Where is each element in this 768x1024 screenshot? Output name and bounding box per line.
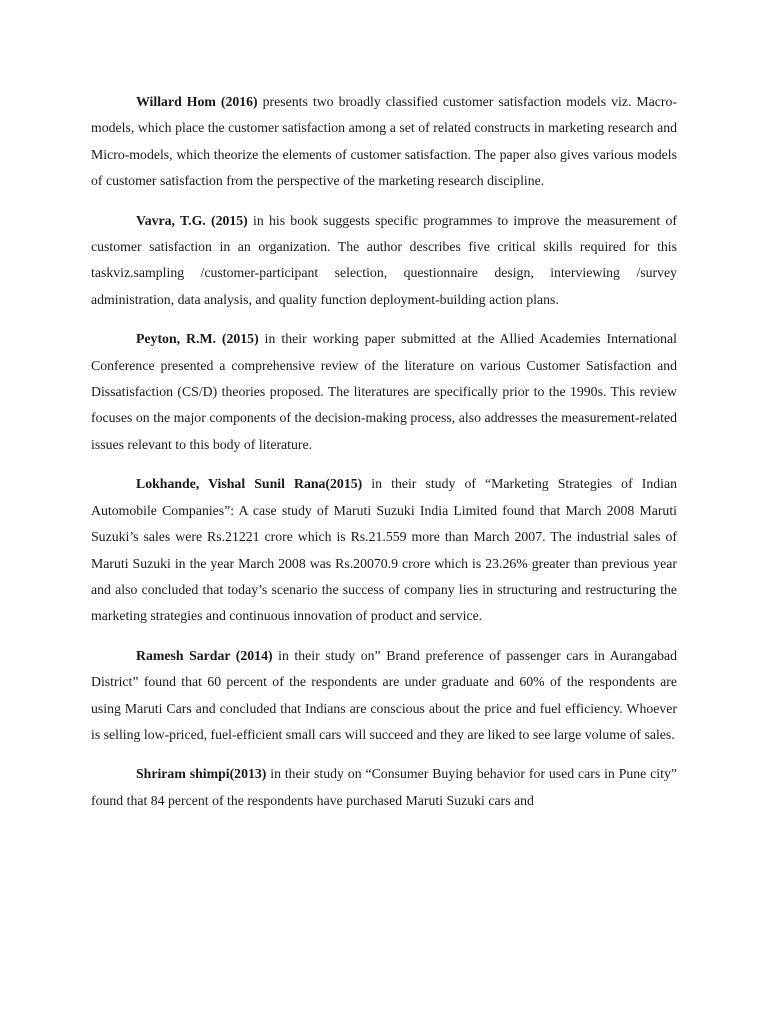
paragraph-ramesh-sardar [91,643,677,749]
author-citation: Vavra, T.G. (2015) [136,212,248,228]
paragraph-text: in their study of “Marketing Strategies of Indian Automobile Companies”: A case study of Maruti Suzuki India Limited found that March 2008 Maruti Suzuki’s sales were Rs.21221 crore which is Rs.21.559 more than March 2007. The industrial sales of Maruti Suzuki in the year March 2008 was Rs.20070.9 crore which is 23.26% greater than previous year and also concluded that today’s scenario the success of company lies in structuring and restructuring the marketing strategies and continuous innovation of product and service. [91,476,677,624]
paragraph-shriram-shimpi [91,761,677,814]
paragraph-willard-hom [91,89,677,195]
paragraph-vavra [91,208,677,314]
author-citation: Peyton, R.M. (2015) [136,331,259,347]
paragraph-text: in their study on “Consumer Buying behavior for used cars in Pune city” found that 84 percent of the respondents have purchased Maruti Suzuki cars and [91,766,677,808]
paragraph-text: presents two broadly classified customer satisfaction models viz. Macro-models, which place the customer satisfaction among a set of related constructs in marketing research and Micro-models, which theorize the elements of customer satisfaction. The paper also gives various models of customer satisfaction from the perspective of the marketing research discipline. [91,94,677,189]
paragraph-text: in their working paper submitted at the Allied Academies International Conference presented a comprehensive review of the literature on various Customer Satisfaction and Dissatisfaction (CS/D) theories proposed. The literatures are specifically prior to the 1990s. This review focuses on the major components of the decision-making process, also addresses the measurement-related issues relevant to this body of literature. [91,331,677,452]
literature-review-body [91,89,677,827]
author-citation: Shriram shimpi(2013) [136,766,267,782]
author-citation: Lokhande, Vishal Sunil Rana(2015) [136,476,363,492]
paragraph-peyton [91,326,677,458]
paragraph-text: in their study on” Brand preference of passenger cars in Aurangabad District” found that 60 percent of the respondents are under graduate and 60% of the respondents are using Maruti Cars and concluded that Indians are conscious about the price and fuel efficiency. Whoever is selling low-priced, fuel-efficient small cars will succeed and they are liked to see large volume of sales. [91,647,678,742]
author-citation: Ramesh Sardar (2014) [136,647,273,663]
paragraph-text: in his book suggests specific programmes to improve the measurement of customer satisfaction in an organization. The author describes five critical skills required for this taskviz.sampling /customer-participant selection, questionnaire design, interviewing /survey administration, data analysis, and quality function deployment-building action plans. [91,212,677,307]
paragraph-lokhande [91,471,677,629]
author-citation: Willard Hom (2016) [136,94,258,109]
